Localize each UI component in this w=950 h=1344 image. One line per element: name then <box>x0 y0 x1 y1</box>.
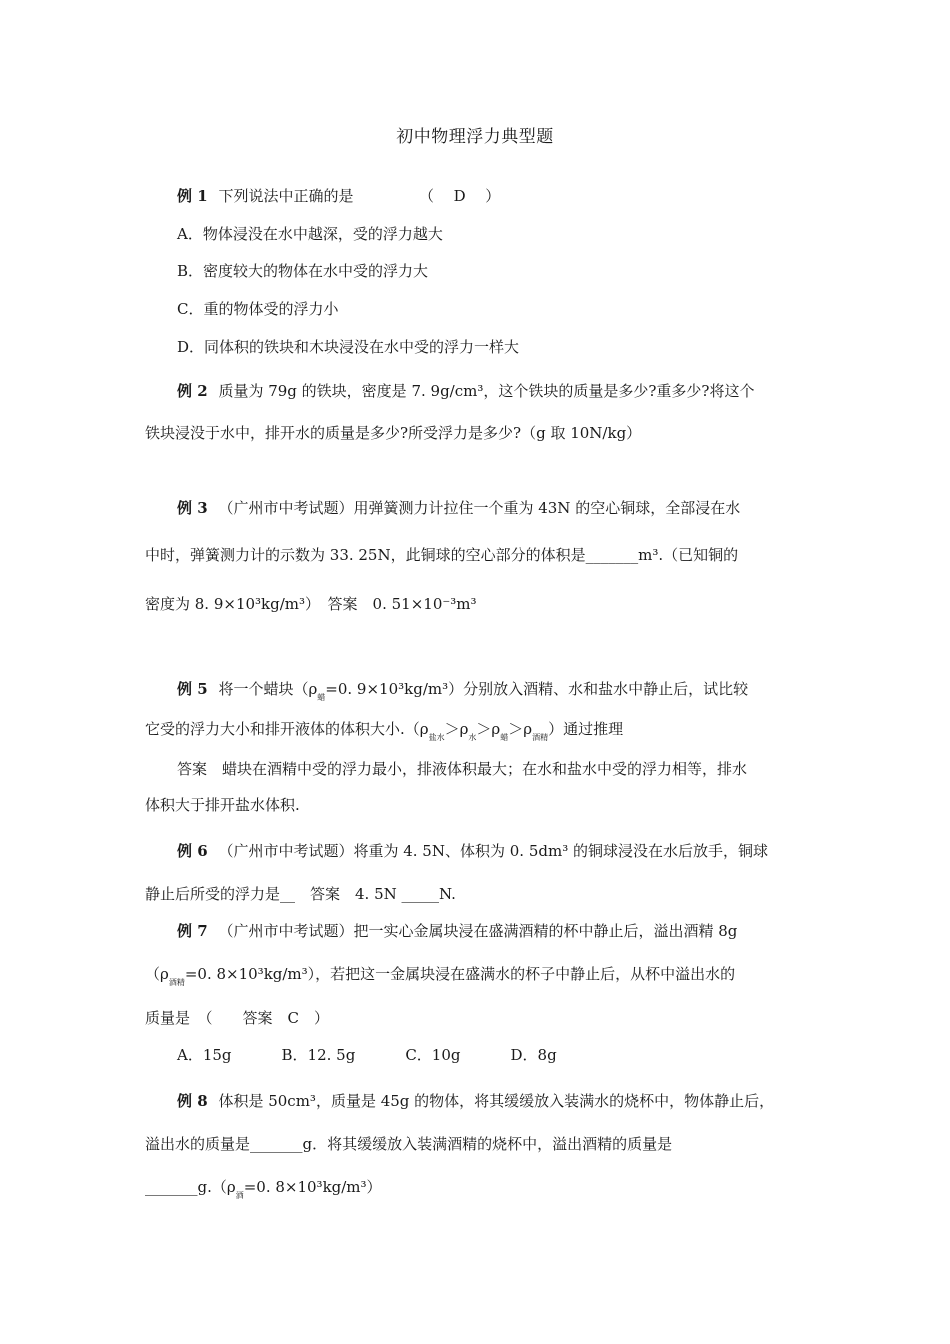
example-3-line-2: 中时，弹簧测力计的示数为 33. 25N，此铜球的空心部分的体积是_______m³.（已知铜的 <box>145 546 739 564</box>
question-text: 体积是 50cm³，质量是 45g 的物体，将其缓缓放入装满水的烧杯中，物体静止后， <box>218 1092 775 1110</box>
question-text: =0. 8×10³kg/m³），若把这一金属块浸在盛满水的杯子中静止后，从杯中溢出水的 <box>184 965 736 983</box>
example-8-line-2: 溢出水的质量是_______g．将其缓缓放入装满酒精的烧杯中，溢出酒精的质量是 <box>145 1135 673 1153</box>
document-title: 初中物理浮力典型题 <box>396 127 554 147</box>
example-label: 例 8 <box>177 1092 208 1110</box>
comparison: ＞ρ <box>444 720 469 738</box>
question-text: _______g.（ρ <box>145 1178 236 1196</box>
example-6-line-1 <box>177 840 810 862</box>
example-7-line-1 <box>177 920 810 942</box>
example-label: 例 3 <box>177 499 208 517</box>
question-text: 质量为 79g 的铁块，密度是 7. 9g/cm³，这个铁块的质量是多少?重多少?将这个 <box>218 382 755 400</box>
example-5-line-2 <box>145 718 810 749</box>
subscript: 蜡 <box>317 693 326 702</box>
example-1-option-d: D．同体积的铁块和木块浸没在水中受的浮力一样大 <box>177 338 520 356</box>
example-3-line-3: 密度为 8. 9×10³kg/m³） 答案 0. 51×10⁻³m³ <box>145 595 477 613</box>
answer-bracket-open: （ <box>419 187 435 205</box>
example-8-line-1 <box>177 1090 810 1112</box>
subscript: 酒精 <box>168 978 185 987</box>
example-1-option-c: C．重的物体受的浮力小 <box>177 300 339 318</box>
example-5-line-1 <box>177 678 810 709</box>
example-6-line-2: 静止后所受的浮力是__ 答案 4. 5N _____N. <box>145 885 456 903</box>
example-7-line-3: 质量是 （ 答案 C ） <box>145 1009 329 1027</box>
comparison: ＞ρ <box>476 720 501 738</box>
subscript: 盐水 <box>428 733 445 742</box>
question-text: （广州市中考试题）把一实心金属块浸在盛满酒精的杯中静止后，溢出酒精 8g <box>218 922 738 940</box>
example-label: 例 1 <box>177 187 208 205</box>
example-1-question <box>177 185 810 207</box>
example-2-line-1 <box>177 380 810 402</box>
subscript: 水 <box>468 733 477 742</box>
question-text: 下列说法中正确的是 <box>218 187 354 205</box>
question-text: （ρ <box>145 965 169 983</box>
example-3-line-1 <box>177 497 810 519</box>
option-b: B．12. 5g <box>281 1046 356 1064</box>
option-c: C．10g <box>405 1046 461 1064</box>
example-5-answer-line-1: 答案 蜡块在酒精中受的浮力最小，排液体积最大；在水和盐水中受的浮力相等，排水 <box>177 760 748 778</box>
example-8-line-3 <box>145 1176 810 1207</box>
example-7-line-2 <box>145 963 810 994</box>
question-text: 它受的浮力大小和排开液体的体积大小.（ρ <box>145 720 429 738</box>
subscript: 酒 <box>235 1191 244 1200</box>
example-label: 例 7 <box>177 922 208 940</box>
example-1-option-b: B．密度较大的物体在水中受的浮力大 <box>177 262 429 280</box>
subscript: 蜡 <box>500 733 509 742</box>
question-text: ）通过推理 <box>548 720 624 738</box>
option-a: A．15g <box>177 1046 232 1064</box>
example-5-answer-line-2: 体积大于排开盐水体积. <box>145 796 300 814</box>
option-d: D．8g <box>510 1046 557 1064</box>
example-label: 例 6 <box>177 842 208 860</box>
example-label: 例 2 <box>177 382 208 400</box>
example-7-options <box>177 1044 810 1066</box>
comparison: ＞ρ <box>508 720 533 738</box>
example-label: 例 5 <box>177 680 208 698</box>
example-2-line-2: 铁块浸没于水中，排开水的质量是多少?所受浮力是多少?（g 取 10N/kg） <box>145 424 642 442</box>
question-text: （广州市中考试题）将重为 4. 5N、体积为 0. 5dm³ 的铜球浸没在水后放手，铜球 <box>218 842 768 860</box>
subscript: 酒精 <box>532 733 549 742</box>
question-text: =0. 9×10³kg/m³）分别放入酒精、水和盐水中静止后，试比较 <box>325 680 749 698</box>
question-text: =0. 8×10³kg/m³） <box>243 1178 382 1196</box>
question-text: 将一个蜡块（ρ <box>218 680 318 698</box>
question-text: （广州市中考试题）用弹簧测力计拉住一个重为 43N 的空心铜球，全部浸在水 <box>218 499 741 517</box>
example-1-option-a: A．物体浸没在水中越深，受的浮力越大 <box>177 225 443 243</box>
answer-value: D <box>453 187 466 205</box>
answer-bracket-close: ） <box>485 187 501 205</box>
